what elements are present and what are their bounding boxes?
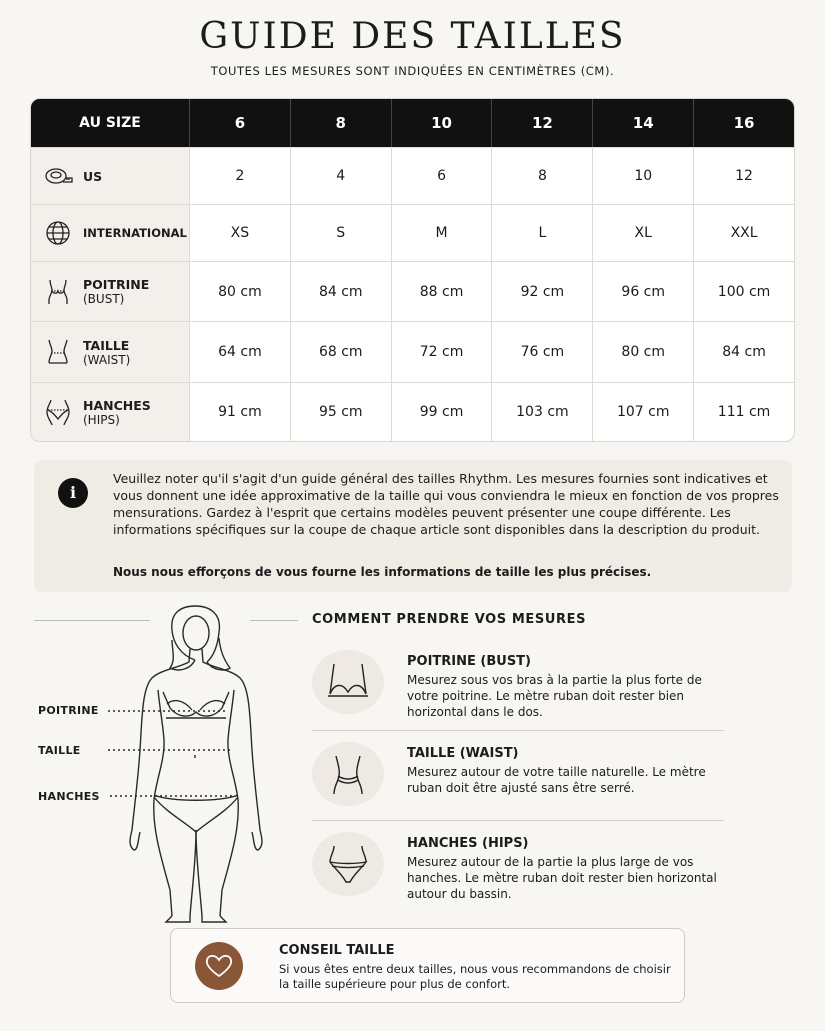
- waist-tape-icon: [324, 752, 372, 796]
- header-cell: 14: [592, 99, 693, 147]
- step-bust: [312, 650, 724, 730]
- table-cell: S: [290, 205, 391, 261]
- header-cell: 16: [693, 99, 794, 147]
- table-cell: 103 cm: [491, 383, 592, 441]
- row-label: [31, 148, 189, 204]
- row-label-text: POITRINE: [83, 277, 150, 292]
- bra-icon: [324, 660, 372, 704]
- row-label-text: HANCHES: [83, 397, 151, 413]
- table-cell: 96 cm: [592, 262, 693, 321]
- howto-title: COMMENT PRENDRE VOS MESURES: [312, 612, 587, 627]
- conseil-title: CONSEIL TAILLE: [279, 943, 395, 958]
- step-hips: [312, 832, 724, 912]
- table-cell: 88 cm: [391, 262, 492, 321]
- bust-icon: [43, 277, 73, 307]
- table-cell: 12: [693, 148, 794, 204]
- header-cell: 6: [189, 99, 290, 147]
- table-cell: 80 cm: [592, 322, 693, 382]
- table-cell: 64 cm: [189, 322, 290, 382]
- table-row-us: [31, 147, 794, 204]
- header-cell: 10: [391, 99, 492, 147]
- globe-icon: [43, 218, 73, 248]
- table-row-bust: [31, 261, 794, 321]
- table-cell: 10: [592, 148, 693, 204]
- step-text: Mesurez autour de votre taille naturelle. Le mètre ruban doit être ajusté sans être serré.: [407, 765, 706, 795]
- table-cell: 100 cm: [693, 262, 794, 321]
- step-title: TAILLE (WAIST): [407, 746, 519, 761]
- row-label: [31, 322, 189, 382]
- row-label-text: US: [83, 168, 103, 184]
- briefs-icon: [324, 842, 372, 886]
- table-cell: 111 cm: [693, 383, 794, 441]
- header-cell: 8: [290, 99, 391, 147]
- table-cell: 92 cm: [491, 262, 592, 321]
- table-cell: 99 cm: [391, 383, 492, 441]
- info-note: [34, 460, 792, 592]
- table-cell: 95 cm: [290, 383, 391, 441]
- table-row-waist: [31, 321, 794, 382]
- table-cell: 107 cm: [592, 383, 693, 441]
- table-cell: 4: [290, 148, 391, 204]
- table-cell: L: [491, 205, 592, 261]
- row-label-text: TAILLE: [83, 337, 130, 353]
- heart-icon: [195, 942, 243, 990]
- table-cell: 8: [491, 148, 592, 204]
- figure-label-bust: POITRINE: [38, 704, 99, 717]
- info-icon: i: [58, 478, 88, 508]
- conseil-text: Si vous êtes entre deux tailles, nous vous recommandons de choisir la taille supérieure pour plus de confort.: [279, 962, 671, 991]
- page-title: GUIDE DES TAILLES: [199, 16, 626, 57]
- figure-label-hips: HANCHES: [38, 790, 100, 803]
- table-cell: 80 cm: [189, 262, 290, 321]
- header-label: AU SIZE: [31, 99, 189, 147]
- note-emphasis: Nous nous efforçons de vous fourne les informations de taille les plus précises.: [113, 565, 652, 579]
- row-sub-label: (WAIST): [83, 352, 131, 367]
- row-label: [31, 383, 189, 441]
- step-icon-circle: [312, 832, 384, 896]
- step-title: POITRINE (BUST): [407, 654, 531, 669]
- header-cell: 12: [491, 99, 592, 147]
- row-label: [31, 262, 189, 321]
- table-cell: 68 cm: [290, 322, 391, 382]
- table-header-row: [31, 99, 794, 147]
- body-figure-icon: [30, 600, 300, 930]
- table-cell: XXL: [693, 205, 794, 261]
- table-cell: 84 cm: [290, 262, 391, 321]
- table-row-hips: [31, 382, 794, 441]
- table-cell: 6: [391, 148, 492, 204]
- table-cell: XS: [189, 205, 290, 261]
- divider: [312, 820, 724, 821]
- row-label-text: INTERNATIONAL: [83, 226, 187, 240]
- hips-icon: [43, 397, 73, 427]
- row-sub-label: (HIPS): [83, 412, 120, 427]
- table-cell: 2: [189, 148, 290, 204]
- table-cell: 76 cm: [491, 322, 592, 382]
- table-cell: XL: [592, 205, 693, 261]
- row-label: [31, 205, 189, 261]
- page-subtitle: TOUTES LES MESURES SONT INDIQUÉES EN CENTIMÈTRES (CM).: [210, 64, 615, 78]
- step-icon-circle: [312, 742, 384, 806]
- note-text: Veuillez noter qu'il s'agit d'un guide général des tailles Rhythm. Les mesures fournies sont indicatives et vous donnent une idée approximative de la taille qui vous conviendra le mieux en fonction de vos propres mensurations. Gardez à l'esprit que certains modèles peuvent présenter une coupe différente. Les informations spécifiques sur la coupe de chaque article sont disponibles dans la description du produit.: [113, 471, 779, 537]
- figure-label-waist: TAILLE: [38, 744, 81, 757]
- table-cell: 91 cm: [189, 383, 290, 441]
- table-cell: M: [391, 205, 492, 261]
- size-table: [30, 98, 795, 442]
- row-sub-label: (BUST): [83, 292, 125, 306]
- table-cell: 72 cm: [391, 322, 492, 382]
- step-text: Mesurez sous vos bras à la partie la plus forte de votre poitrine. Le mètre ruban doit rester bien horizontal dans le dos.: [407, 673, 702, 719]
- step-waist: [312, 742, 724, 818]
- conseil-box: [170, 928, 685, 1003]
- measuring-tape-icon: [43, 161, 73, 191]
- table-cell: 84 cm: [693, 322, 794, 382]
- step-title: HANCHES (HIPS): [407, 836, 529, 851]
- step-icon-circle: [312, 650, 384, 714]
- table-row-international: [31, 204, 794, 261]
- divider: [312, 730, 724, 731]
- waist-icon: [43, 337, 73, 367]
- step-text: Mesurez autour de la partie la plus large de vos hanches. Le mètre ruban doit rester bien horizontal autour du bassin.: [407, 855, 717, 901]
